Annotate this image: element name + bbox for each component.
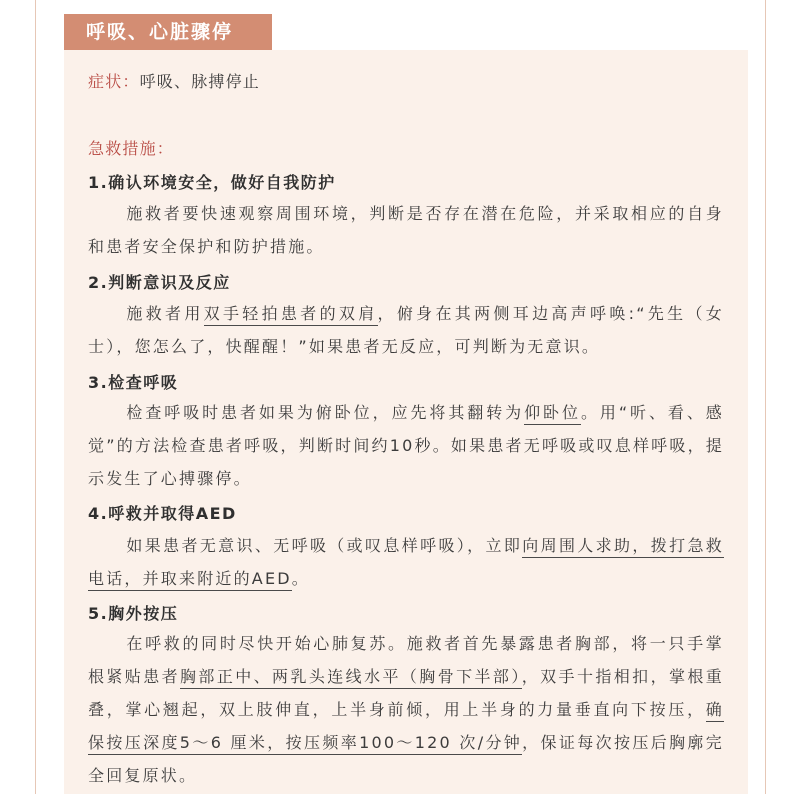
step-5-heading: 5.胸外按压 [88, 604, 179, 623]
step-3-text-b: 。用“听、看、感觉”的方法检查患者呼吸，判断时间约10秒。如果患者无呼吸或叹息样呼吸，提示发生了心搏骤停。 [88, 403, 724, 488]
step-4-underlined: 向周围人求助，拨打急救电话，并取来附近的AED [88, 536, 724, 591]
symptom-label: 症状： [88, 72, 140, 91]
step-1-body [88, 197, 724, 263]
step-3-underlined: 仰卧位 [524, 403, 581, 425]
step-5-text-c: ，保证每次按压后胸廓完全回复原状。 [88, 733, 724, 785]
step-2-text-a: 施救者用 [126, 304, 204, 323]
step-5-text-b: ，双手十指相扣，掌根重叠，掌心翘起，双上肢伸直，上半身前倾，用上半身的力量垂直向下按压， [88, 667, 724, 719]
step-5-text-a: 在呼救的同时尽快开始心肺复苏。施救者首先暴露患者胸部，将一只手掌根紧贴患者 [88, 634, 724, 686]
step-4-text-a: 如果患者无意识、无呼吸（或叹息样呼吸），立即 [126, 536, 523, 555]
frame-line-right [765, 0, 766, 794]
step-1-text: 施救者要快速观察周围环境，判断是否存在潜在危险，并采取相应的自身和患者安全保护和防护措施。 [88, 204, 724, 256]
step-5-body [88, 627, 724, 792]
step-4-body [88, 529, 724, 595]
step-4-text-b: 。 [291, 569, 310, 588]
step-3-text-a: 检查呼吸时患者如果为俯卧位，应先将其翻转为 [126, 403, 525, 422]
first-aid-label: 急救措施： [88, 139, 175, 158]
symptom-line [88, 69, 738, 92]
step-1-heading: 1.确认环境安全，做好自我防护 [88, 173, 336, 192]
step-2-heading: 2.判断意识及反应 [88, 273, 231, 292]
step-2-body [88, 297, 724, 363]
step-2-underlined: 双手轻拍患者的双肩 [204, 304, 378, 326]
step-4-heading: 4.呼救并取得AED [88, 504, 237, 523]
section-title: 呼吸、心脏骤停 [64, 14, 272, 50]
step-3-body [88, 396, 724, 495]
symptom-text: 呼吸、脉搏停止 [139, 72, 261, 91]
step-2-text-b: ，俯身在其两侧耳边高声呼唤:“先生（女士），您怎么了，快醒醒！”如果患者无反应，可判断为无意识。 [88, 304, 724, 356]
step-5-underlined-b: 确保按压深度5～6 厘米，按压频率100～120 次/分钟 [88, 700, 724, 755]
step-5-underlined-a: 胸部正中、两乳头连线水平（胸骨下半部） [180, 667, 522, 689]
step-3-heading: 3.检查呼吸 [88, 373, 179, 392]
frame-line-left [35, 0, 36, 794]
